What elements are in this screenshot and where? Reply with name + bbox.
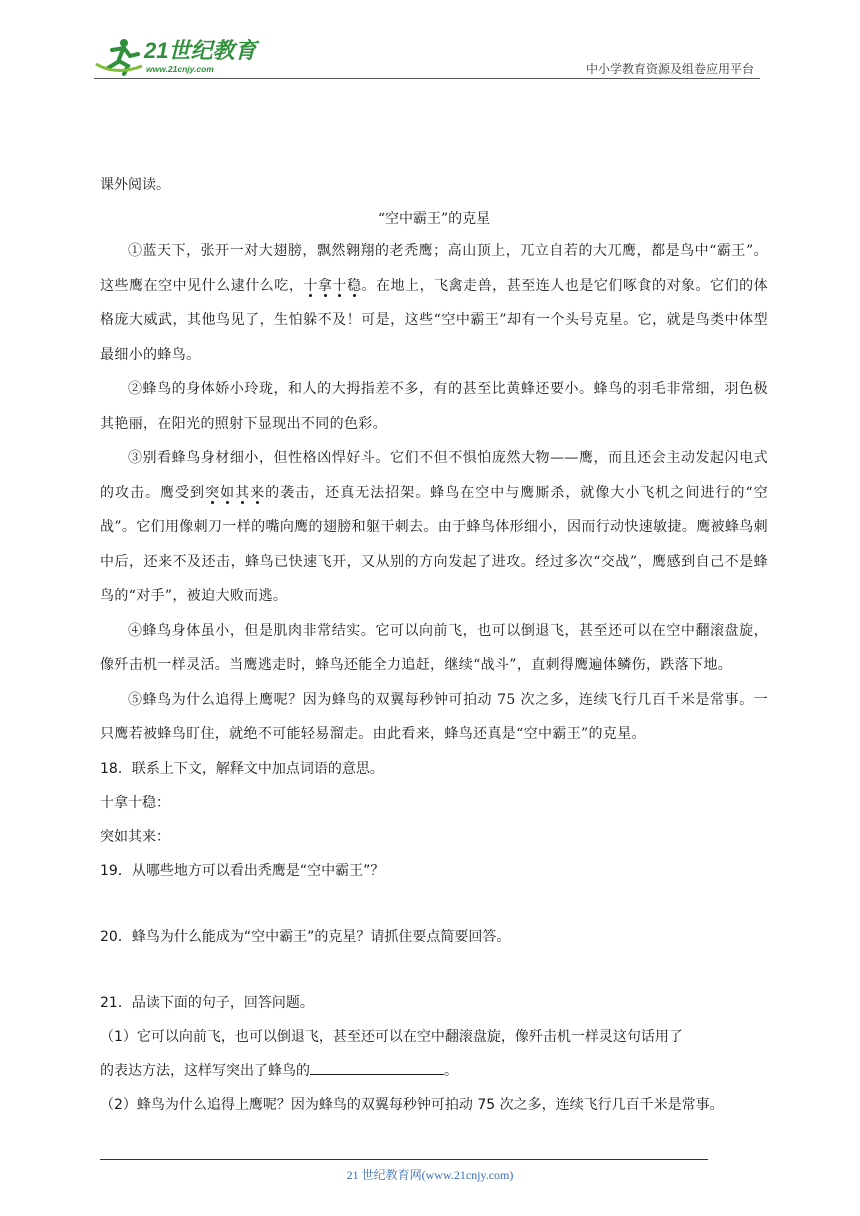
page-header [94,32,760,82]
question-21-2: （2）蜂鸟为什么追得上鹰呢？因为蜂鸟的双翼每秒钟可拍动 75 次之多，连续飞行几百千米是常事。 [100,1096,724,1113]
dotted-char: 来 [250,484,266,501]
footer-text: 21 世纪教育网(www.21cnjy.com) [346,1168,514,1182]
answer-blank[interactable] [310,1060,444,1075]
question-21-1-end: 。 [444,1062,458,1079]
dotted-char: 十 [303,277,318,294]
paragraph-2: ②蜂鸟的身体娇小玲珑，和人的大拇指差不多，有的甚至比黄蜂还要小。蜂鸟的羽毛非常细，羽色极其艳丽，在阳光的照射下显现出不同的色彩。 [100,381,768,432]
question-20: 20．蜂鸟为什么能成为“空中霸王”的克星？请抓住要点简要回答。 [100,928,511,945]
dotted-word-1 [303,278,361,294]
answer-space [100,954,768,986]
question-21-1-text: 的表达方法，这样写突出了蜂鸟的 [100,1062,310,1079]
dotted-char: 其 [235,484,251,501]
question-18-item-b: 突如其来： [100,828,170,845]
paragraph-3-part-a: ③别看蜂鸟身材细小，但性格凶悍好斗。它们不但不惧怕庞然大物——鹰，而且还会主动发起闪电式的攻击。鹰受到 [100,450,768,501]
dotted-char: 如 [220,484,236,501]
paragraph-4: ④蜂鸟身体虽小，但是肌肉非常结实。它可以向前飞，也可以倒退飞，甚至还可以在空中翻滚盘旋，像歼击机一样灵活。当鹰逃走时，蜂鸟还能全力追赶，继续“战斗”，直刺得鹰遍体鳞伤，跌落下地。 [100,622,768,673]
paragraph-3 [100,441,768,614]
article-title: “空中霸王”的克星 [377,211,491,227]
dotted-char: 突 [205,484,221,501]
logo-text: 21世纪教育 [144,38,257,63]
question-21-1: （1）它可以向前飞，也可以倒退飞，甚至还可以在空中翻滚盘旋，像歼击机一样灵这句话用了 [100,1028,683,1045]
dotted-char: 拿 [317,277,333,294]
logo-url: www.21cnjy.com [146,64,214,74]
paragraph-1-part-b: 。在地上，飞禽走兽，甚至连人也是它们啄食的对象。它们的体格庞大威武，其他鸟见了，生怕躲不及！可是，这些“空中霸王”却有一个头号克星。它，就是鸟类中体型最细小的蜂鸟。 [100,277,768,363]
dotted-char: 十 [332,277,347,294]
question-19: 19．从哪些地方可以看出秃鹰是“空中霸王”？ [100,862,385,879]
dotted-char: 稳 [346,277,362,294]
section-intro: 课外阅读。 [100,177,170,193]
footer-divider [100,1159,708,1160]
paragraph-1 [100,234,768,372]
paragraph-5: ⑤蜂鸟为什么追得上鹰呢？因为蜂鸟的双翼每秒钟可拍动 75 次之多，连续飞行几百千米是常事。一只鹰若被蜂鸟盯住，就绝不可能轻易溜走。由此看来，蜂鸟还真是“空中霸王”的克星。 [100,691,768,742]
document-body [100,168,768,1122]
question-18-item-a: 十拿十稳： [100,794,170,811]
runner-icon [96,39,142,74]
question-21: 21．品读下面的句子，回答问题。 [100,994,314,1011]
question-18: 18．联系上下文，解释文中加点词语的意思。 [100,760,384,777]
question-21-1-continued [100,1054,768,1088]
answer-space [100,888,768,920]
platform-name: 中小学教育资源及组卷应用平台 [585,62,754,76]
logo [94,36,264,76]
paragraph-1-part-a: ①蓝天下，张开一对大翅膀，飘然翱翔的老秃鹰；高山顶上，兀立自若的大兀鹰，都是鸟中“霸王”。这些鹰在空中见什么逮什么吃， [100,243,768,294]
paragraph-3-part-b: 的袭击，还真无法招架。蜂鸟在空中与鹰厮杀，就像大小飞机之间进行的“空战”。它们用像刺刀一样的嘴向鹰的翅膀和躯干刺去。由于蜂鸟体形细小，因而行动快速敏捷。鹰被蜂鸟刺中后，还来不及还击，蜂鸟已快速飞开，又从别的方向发起了进攻。经过多次“交战”，鹰感到自己不是蜂鸟的“对手”，被迫大败而逃。 [100,484,768,604]
header-divider [94,78,760,79]
dotted-word-2 [205,485,265,501]
